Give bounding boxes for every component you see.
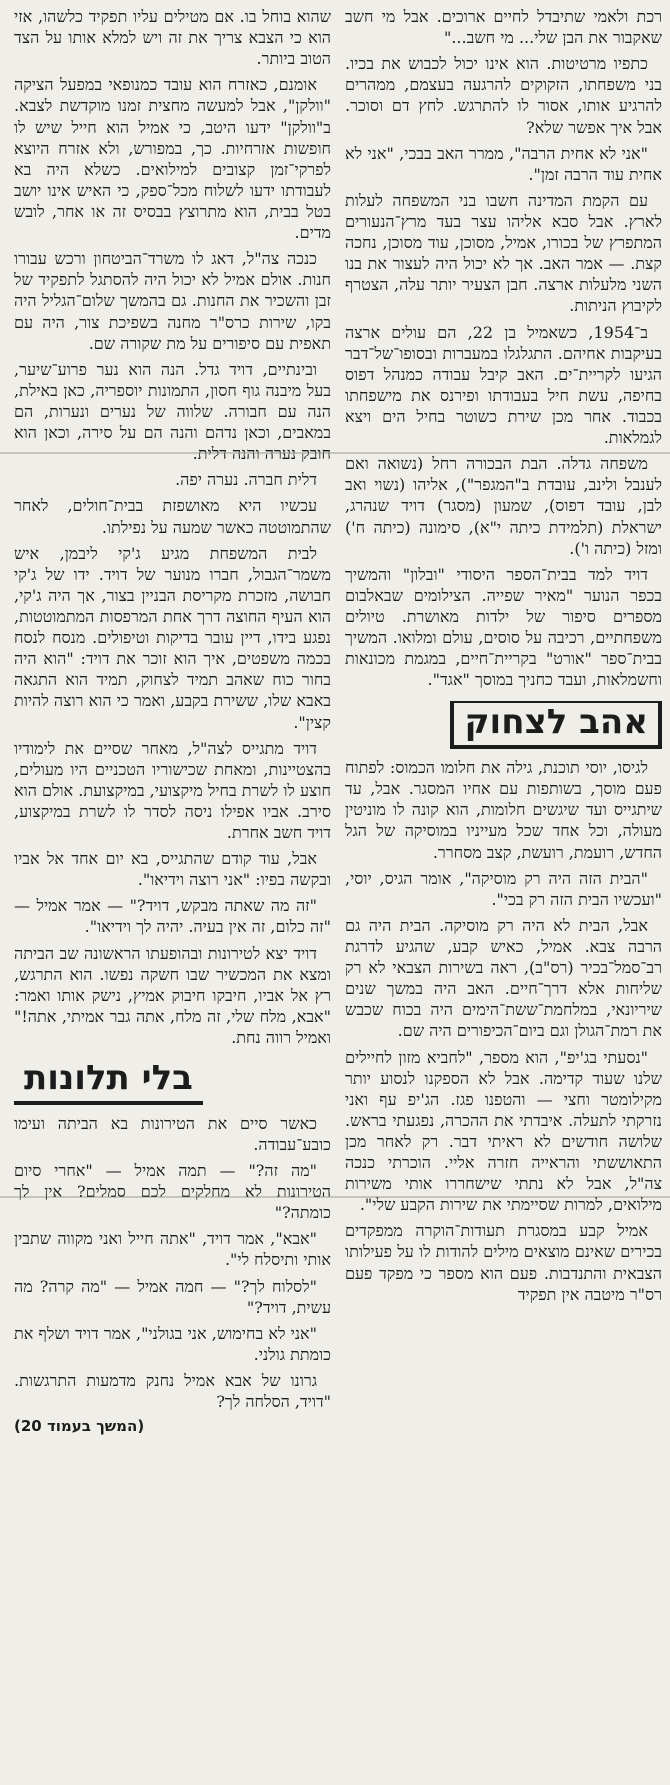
article-paragraph: אבל, עוד קודם שהתגייס, בא יום אחד אל אביו ובקשה בפיו: "אני רוצה וידיאו". [14,849,331,890]
article-paragraph: כנכה צה"ל, דאג לו משרד־הביטחון ורכש עבורו חנות. אולם אמיל לא יכול היה להסתגל לתפקיד של זבן והשכיר את החנות. גם בהמשך שלום־הגליל היה בקו, שירות כרס"ר מחנה בשפיכת צור, היה עם תאפית עם סיפורים על מת שקורה שם. [14,249,331,353]
article-paragraph: ב־1954, כשאמיל בן 22, הם עולים ארצה בעיקבות אחיהם. התגלגלו במעברות ובסופו־של־דבר הגיעו לקריית־ים. האב קיבל עבודה כמנהל דפוס בחיפה, עשת חיל בעבודתו ופירנס את מישפחתו בכבוד. אחר מכן שירת כשוטר בחיל הים ויצא לגמלאות. [345,322,662,448]
right-column [345,6,662,1777]
article-paragraph: דויד למד בבית־הספר היסודי "ובלון" והמשיך בכפר הנוער "מאיר שפייה. הצילומים שבאלבום מספרים סיפור של ילדות מאושרת. טיולים משפחתיים, רכיבה על סוסים, עולם ומלואו. המשיך בבית־ספר "אורט" בקריית־חיים, במגמת מכונאות וחשמלאות, ועבד כחניך במוסך "אגד". [345,564,662,690]
subheading-wrapper [14,1053,331,1113]
article-columns [8,6,662,1777]
article-paragraph: אבל, הבית לא היה רק מוסיקה. הבית היה גם הרבה צבא. אמיל, כאיש קבע, שהגיע לדרגת רב־סמל־בכיר (רס"ב), ראה בשירות הצבאי לא רק שליחות אלא דרך־חיים. האב היה במשך שנים שיריונאי, במלחמת־ששת־הימים היה בכוח שכבש את רמת־הגולן וגם ביום־הכיפורים היה שם. [345,915,662,1041]
article-paragraph: "אני לא אחית הרבה", ממרר האב בבכי, "אני לא אחית עוד הרבה זמן". [345,143,662,184]
paper-fold-line [0,452,670,454]
article-paragraph: אמיל קבע במסגרת תעודות־הוקרה ממפקדים בכירים שאינם מוצאים מילים להודות לו על פעילותו הצבאית והתנדבות. פעם הוא מספר כי מפקד פעם רס"ר מיטבה אין תפקיד [345,1221,662,1304]
article-paragraph: ובינתיים, דויד גדל. הנה הוא נער פרוע־שיער, בעל מיבנה גוף חסון, התמונות יוספריה, כאן באילת, הנה עם חבורה. שלווה של נערים ונערות, הם במאבים, וכאן נדהם והנה הם על סירה, וכאן הוא חובק נערה והנה דלית. [14,359,331,464]
article-paragraph: אומנם, כאזרח הוא עובד כמנופאי במפעל הציקה "וולקן", אבל למעשה מחצית זמנו מוקדשת לצבא. ב"וולקן" ידעו היטב, כי אמיל הוא חייל שיש לו חופשות אזרחיות. כך, במפורש, ולא אזרח היוצא לפרקי־זמן קצובים למילואים. כשלא היה בא לעבודתו ידעו לשלוח מכל־ספק, כי האיש אינו יושב בטל בבית, הוא מתרוצץ בבסיס זה או אחר, לובש מדים. [14,75,331,243]
article-paragraph: לגיסו, יוסי תוכנת, גילה את חלומו הכמוס: לפתוח פעם מוסך, בשותפות עם אחיו המסגר. אבל, עד שיתגייס ועד שיגשים חלומות, הוא קונה לו מוניטין מעולה, וכל אחד שכל מעייניו במוסיקה של הגל החדש, רועמת, רועשת, קצב מסחרר. [345,758,662,862]
article-paragraph: דלית חברה. נערה יפה. [175,470,317,490]
subheading-wrapper [345,695,662,757]
continued-on-page-note: (המשך בעמוד 20) [14,1417,145,1436]
article-paragraph: עכשיו היא מאושפזת בבית־חולים, לאחר שהתמוטטה כאשר שמעה על נפילתו. [14,496,331,537]
article-paragraph: "אבא", אמר דויד, "אתה חייל ואני מקווה שתבין אותי ותיסלח לי". [14,1229,331,1270]
article-paragraph: שהוא בוחל בו. אם מטילים עליו תפקיד כלשהו, אזי הוא כי הצבא צריך את זה ויש למלא אותו על הצד הטוב ביותר. [14,7,331,69]
article-paragraph: כאשר סיים את הטירונות בא הביתה ועימו כובע־עבודה. [14,1113,331,1154]
article-paragraph: דויד מתגייס לצה"ל, מאחר שסיים את לימודיו בהצטיינות, ומאחת שכישוריו הטכניים היו מעולים, חוצע לו לשרת בחיל מיקצועי, במיקצועת. אולם הוא סירב. אביו אפילו ניסה לסדר לו לשרת במיקצוע, דויד חשב אחרת. [14,738,331,843]
article-paragraph: "לסלוח לך?" — חמה אמיל — "מה קרה? מה עשית, דויד?" [14,1276,331,1317]
article-paragraph: לבית המשפחת מגיע ג'קי ליבמן, איש משמר־הגבול, חברו מנוער של דויד. ידו של ג'קי חבושה, מזכרת מקריסת הבניין בצור, אך היה ג'קי, הוא העיף החוצה דרך אחת המרפסות המתמוטטות, נפגע בידו, דיין עובר בדיקות וטיפולים. מנסח לנסח בכמה משפטים, איך הוא זוכר את דויד: "הוא היה בחור כוח שאהב תמיד לצחוק, תמיד הוא התגאה באבא שלו, ששירת בקבע, ואמר כי הוא רוצה להיות קצין". [14,543,331,732]
article-paragraph: "נסעתי בג'יפ", הוא מספר, "לחביא מזון לחיילים שלנו שעוד קדימה. אבל לא הספקנו לנסוע יותר מקילומטר וחצי — והטפנו פגז. הג'יפ עף ואני נזרקתי לתעלה. איבדתי את ההכרה, נפגעתי בראש. שלושה חודשים לא ראיתי דבר. רק לאחר מכן התאוששתי והראייה חזרה אליי. הוכרתי כנכה צה"ל, אבל לא נתתי שישחררו אותי משירות מילואים, למרות שסיימתי את שירות הקבע שלי". [345,1047,662,1215]
article-paragraph: משפחה גדלה. הבת הבכורה רחל (נשואה ואם לענבל ולינב, עובדת ב"המגפר"), אליהו (נשוי ואב לבן, עובד דפוס), שמעון (מסגר) דויד שנהרג, ישראלת (תלמידת כיתה י"א), סימונה (כיתה ח') ומזל (כיתה ו'). [345,454,662,558]
article-paragraph: "אני לא בחימוש, אני בגולני", אמר דויד ושלף את כומתת גולני. [14,1323,331,1364]
left-column [14,6,331,1777]
article-paragraph: "מה זה?" — תמה אמיל — "אחרי סיום הטירונות לא מחלקים לכם סמלים? אין לך כומתה?" [14,1161,331,1223]
article-paragraph: "זה מה שאתה מבקש, דויד?" — אמר אמיל — "זה כלום, זה אין בעיה. יהיה לך וידיאו". [14,896,331,937]
subheading-no-complaints: בלי תלונות [14,1059,203,1105]
article-paragraph: רכת ולאמי שתיבדל לחיים ארוכים. אבל מי חשב שאקבור את הבן שלי... מי חשב..." [345,7,662,48]
paper-fold-line [0,1196,670,1198]
article-paragraph: עם הקמת המדינה חשבו בני המשפחה לעלות לארץ. אבל סבא אליהו עצר בעד מרץ־הנעורים המתפרץ של בכורו, אמיל, מסוכן, עוד מסוכן, נחכה קצת. — אמר האב. אך לא יכול היה לעצור את בנו השני מלעלות ארצה. חבן הצעיר יותר עלה, הצטרף לקיבוץ הניתות. [345,190,662,316]
article-paragraph: כתפיו מרטיטות. הוא אינו יכול לכבוש את בכיו. בני משפחתו, הזקוקים להרגעה בעצמם, ממהרים להרגיע אותו, אסור לו להתרגש. לחץ דם וסוכר. אבל איך אפשר שלא? [345,54,662,137]
article-paragraph: דויד יצא לטירונות ובהופעתו הראשונה שב הביתה ומצא את המכשיר שבו חשקה נפשו. הוא התרגש, רץ אל אביו, חיבקו חיבוק אמיץ, נישק אותו ואמר: "אבא, מלח שלי, זה מלח, אתה גבר אמיתי, אתה!" ואמיל רווה נחת. [14,943,331,1048]
article-paragraph: "הבית הזה היה רק מוסיקה", אומר הגיס, יוסי, "ועכשיו הבית הזה רק בכי". [345,868,662,909]
subheading-loved-to-laugh: אהב לצחוק [450,701,662,749]
article-paragraph: גרונו של אבא אמיל נחנק מדמעות התרגשות. "דויד, הסלחה לך? [14,1371,331,1412]
